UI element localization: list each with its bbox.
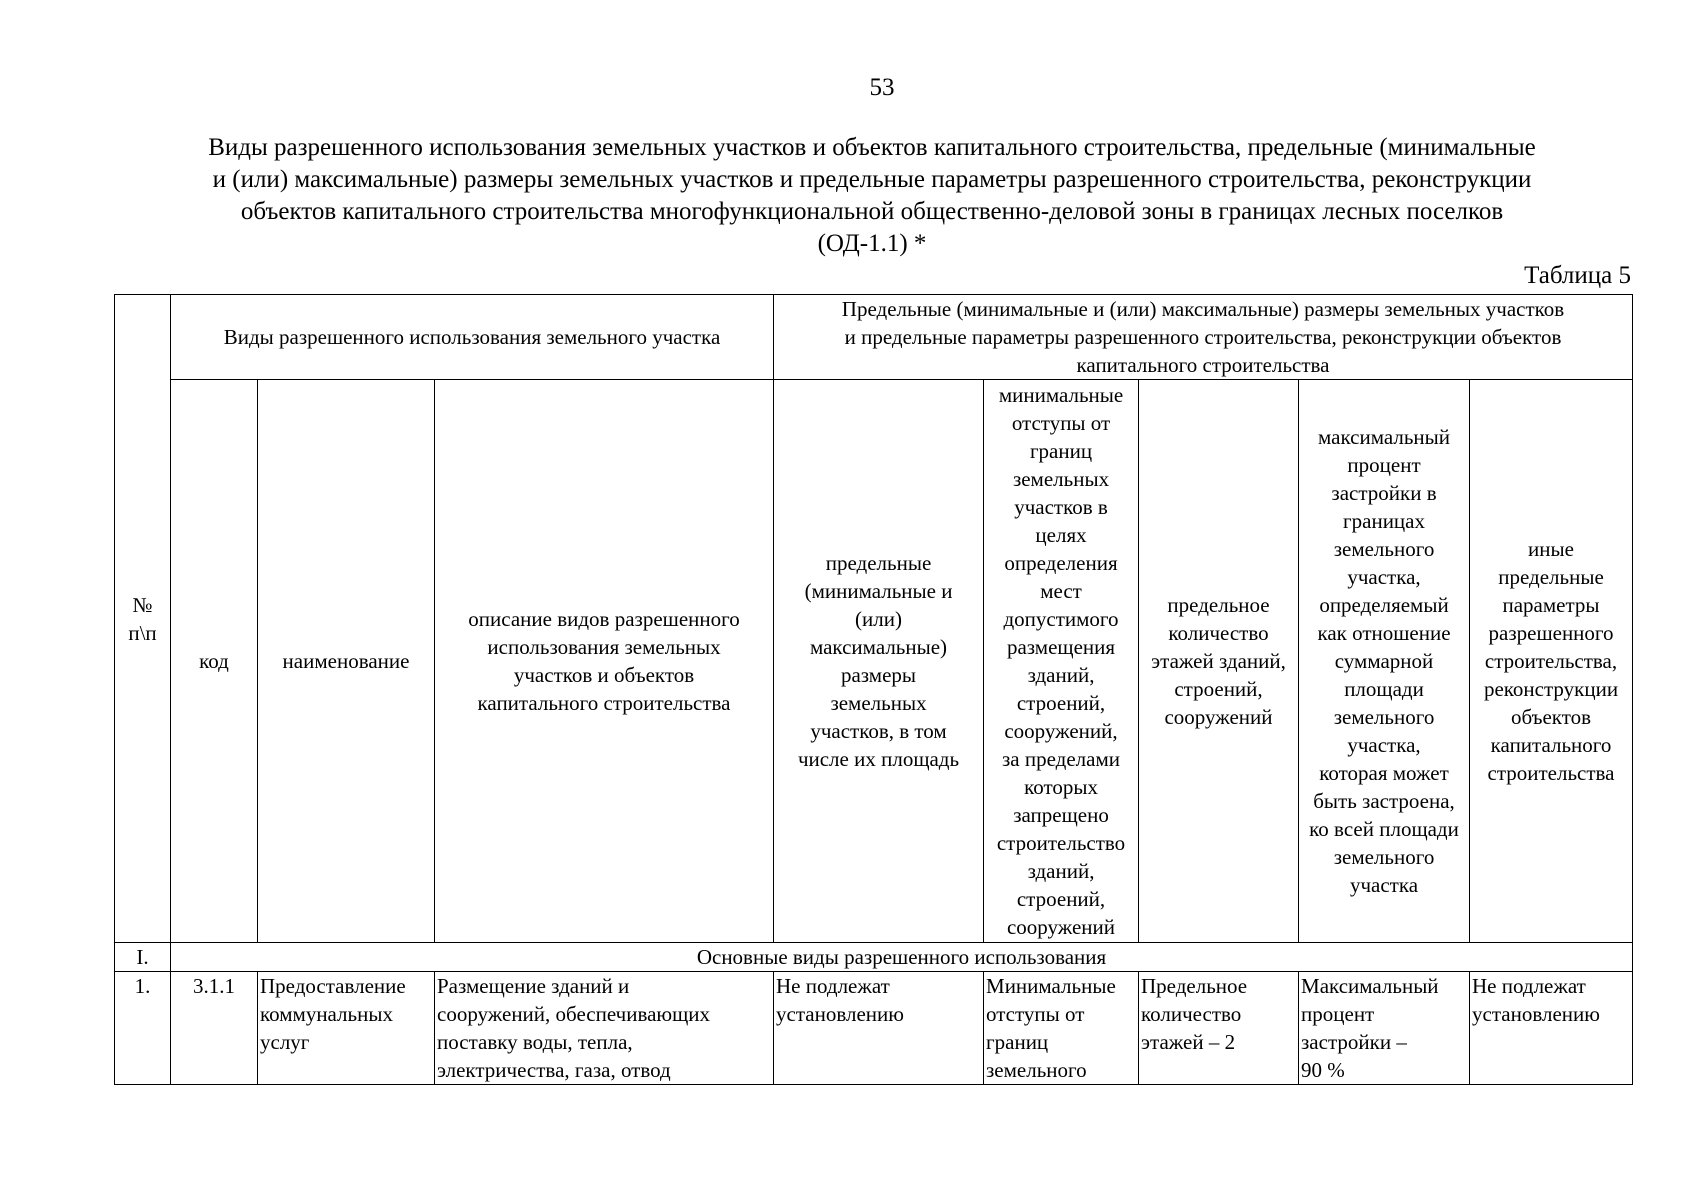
title-line: (ОД-1.1) * xyxy=(817,230,927,257)
page-number: 53 xyxy=(869,74,895,101)
section-title: Основные виды разрешенного использования xyxy=(171,943,1633,972)
document-title xyxy=(112,132,1632,260)
header-plot-sizes: предельные (минимальные и (или) максимальные) размеры земельных участков, в том числе их площадь xyxy=(774,380,984,943)
header-group-limits: Предельные (минимальные и (или) максимальные) размеры земельных участков и предельные параметры разрешенного строительства, реконструкции объектов капитального строительства xyxy=(774,295,1633,380)
header-name: наименование xyxy=(258,380,435,943)
row-setbacks: Минимальные отступы от границ земельного xyxy=(984,972,1139,1085)
row-other: Не подлежат установлению xyxy=(1470,972,1633,1085)
header-coverage: максимальный процент застройки в границах земельного участка, определяемый как отношение суммарной площади земельного участка, которая может быть застроена, ко всей площади земельного участка xyxy=(1299,380,1470,943)
table-row xyxy=(115,972,1633,1085)
row-plot-sizes: Не подлежат установлению xyxy=(774,972,984,1085)
section-row xyxy=(115,943,1633,972)
row-floors: Предельное количество этажей – 2 xyxy=(1139,972,1299,1085)
row-number: 1. xyxy=(115,972,171,1085)
header-other: иные предельные параметры разрешенного строительства, реконструкции объектов капитального строительства xyxy=(1470,380,1633,943)
title-line: объектов капитального строительства многофункциональной общественно-деловой зоны в границах лесных поселков xyxy=(240,198,1504,225)
title-line: и (или) максимальные) размеры земельных участков и предельные параметры разрешенного строительства, реконструкции xyxy=(212,166,1532,193)
row-description: Размещение зданий и сооружений, обеспечивающих поставку воды, тепла, электричества, газа, отвод xyxy=(435,972,774,1085)
regulations-table xyxy=(114,294,1633,1085)
header-group-use-types: Виды разрешенного использования земельного участка xyxy=(171,295,774,380)
header-number-col: № п\п xyxy=(115,295,171,943)
row-name: Предоставление коммунальных услуг xyxy=(258,972,435,1085)
row-coverage: Максимальный процент застройки – 90 % xyxy=(1299,972,1470,1085)
section-number: I. xyxy=(115,943,171,972)
table-label: Таблица 5 xyxy=(1524,262,1631,289)
header-description: описание видов разрешенного использования земельных участков и объектов капитального строительства xyxy=(435,380,774,943)
row-code: 3.1.1 xyxy=(171,972,258,1085)
title-line: Виды разрешенного использования земельных участков и объектов капитального строительства, предельные (минимальные xyxy=(208,134,1536,161)
header-floors: предельное количество этажей зданий, строений, сооружений xyxy=(1139,380,1299,943)
header-setbacks: минимальные отступы от границ земельных участков в целях определения мест допустимого размещения зданий, строений, сооружений, за пределами которых запрещено строительство зданий, строений, сооружений xyxy=(984,380,1139,943)
header-code: код xyxy=(171,380,258,943)
